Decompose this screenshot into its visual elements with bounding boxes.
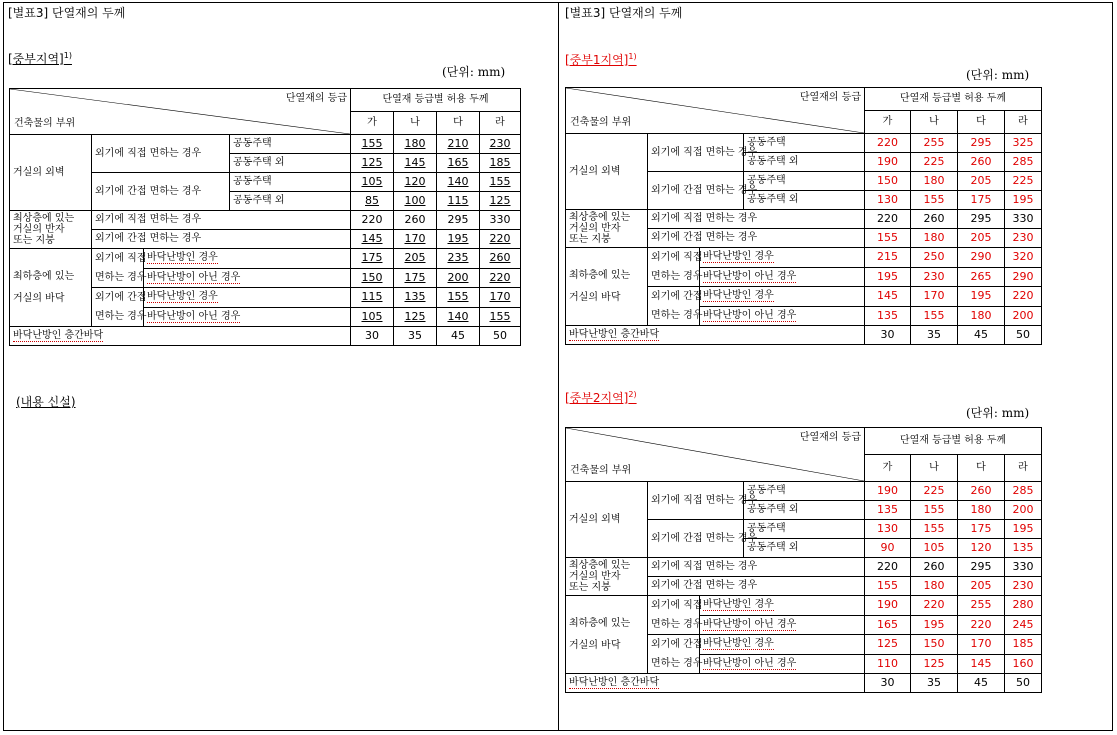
- value-wall-i-apt-1: 180: [911, 172, 958, 191]
- left-unit: (단위: mm): [442, 65, 506, 79]
- value-floor-d-h-1: 250: [911, 248, 958, 268]
- table-row: [566, 326, 1042, 345]
- left-note: (내용 신설): [16, 395, 76, 409]
- table-row: [566, 482, 1042, 501]
- value-floor-i-n-1: 155: [911, 306, 958, 326]
- value-floor-i-n-2: 145: [958, 654, 1005, 674]
- value-wall-d-non-2: 180: [958, 501, 1005, 520]
- value-floor-i-n-1: 125: [911, 654, 958, 674]
- value-roof-d-1: 260: [911, 210, 958, 229]
- value-wall-d-non-2: 165: [437, 154, 480, 173]
- floor-indirect-label: 외기에 간접 면하는 경우: [648, 287, 700, 326]
- value-inter-2: 45: [958, 674, 1005, 693]
- grade-0: 가: [351, 112, 394, 135]
- value-inter-3: 50: [1005, 326, 1042, 345]
- grade-1: 나: [394, 112, 437, 135]
- roof-label: 최상층에 있는 거실의 반자 또는 지붕: [566, 558, 648, 596]
- value-wall-i-apt-3: 195: [1005, 520, 1042, 539]
- value-inter-0: 30: [865, 674, 911, 693]
- value-wall-i-non-3: 125: [480, 192, 521, 211]
- grade-1: 나: [911, 111, 958, 134]
- value-wall-i-non-0: 130: [865, 191, 911, 210]
- value-wall-d-non-2: 260: [958, 153, 1005, 172]
- table-row: [10, 249, 521, 269]
- non-heated-label: 바닥난방이 아닌 경우: [144, 268, 351, 288]
- wall-direct-label: 외기에 직접 면하는 경우: [648, 134, 744, 172]
- non-heated-label: 바닥난방이 아닌 경우: [700, 654, 865, 674]
- apt-label: 공동주택: [744, 134, 865, 153]
- value-wall-i-apt-3: 225: [1005, 172, 1042, 191]
- wall-direct-label: 외기에 직접 면하는 경우: [648, 482, 744, 520]
- left-section-title: [중부지역]$^{1)}$: [8, 51, 72, 66]
- value-floor-i-h-3: 220: [1005, 287, 1042, 307]
- diag-bottom-label: 건축물의 부위: [14, 118, 76, 129]
- value-floor-d-h-3: 280: [1005, 596, 1042, 616]
- wall-direct-label: 외기에 직접 면하는 경우: [92, 135, 230, 173]
- right-thickness-table-1: [565, 87, 1042, 345]
- value-floor-i-h-1: 170: [911, 287, 958, 307]
- roof-indirect-label: 외기에 간접 면하는 경우: [648, 577, 865, 596]
- table-header-row: [566, 428, 1042, 455]
- non-heated-label: 바닥난방이 아닌 경우: [700, 306, 865, 326]
- value-wall-i-non-3: 135: [1005, 539, 1042, 558]
- value-floor-i-h-2: 170: [958, 635, 1005, 655]
- value-wall-d-apt-2: 295: [958, 134, 1005, 153]
- value-floor-d-h-2: 290: [958, 248, 1005, 268]
- wall-indirect-label: 외기에 간접 면하는 경우: [648, 172, 744, 210]
- value-floor-i-n-3: 200: [1005, 306, 1042, 326]
- value-wall-d-apt-3: 285: [1005, 482, 1042, 501]
- non-apt-label: 공동주택 외: [230, 154, 351, 173]
- grade-2: 다: [437, 112, 480, 135]
- roof-direct-label: 외기에 직접 면하는 경우: [92, 211, 351, 230]
- value-floor-d-n-3: 245: [1005, 615, 1042, 635]
- value-wall-i-non-0: 90: [865, 539, 911, 558]
- diagonal-header-cell: [566, 428, 865, 482]
- value-floor-d-n-3: 220: [480, 268, 521, 288]
- value-wall-d-apt-3: 230: [480, 135, 521, 154]
- inter-floor-label: 바닥난방인 층간바닥: [566, 326, 865, 345]
- floor-label: 최하층에 있는 거실의 바닥: [10, 249, 92, 327]
- grade-3: 라: [1005, 111, 1042, 134]
- apt-label: 공동주택: [744, 172, 865, 191]
- value-roof-i-3: 230: [1005, 577, 1042, 596]
- table-row: [566, 134, 1042, 153]
- non-apt-label: 공동주택 외: [230, 192, 351, 211]
- value-floor-i-n-1: 125: [394, 307, 437, 327]
- value-floor-d-h-0: 190: [865, 596, 911, 616]
- value-wall-i-apt-0: 105: [351, 173, 394, 192]
- value-roof-d-2: 295: [958, 210, 1005, 229]
- value-roof-d-0: 220: [865, 558, 911, 577]
- wall-label: 거실의 외벽: [10, 135, 92, 211]
- value-wall-d-non-3: 185: [480, 154, 521, 173]
- value-roof-i-2: 195: [437, 230, 480, 249]
- value-floor-i-n-3: 155: [480, 307, 521, 327]
- grade-2: 다: [958, 455, 1005, 482]
- diag-top-label: 단열재의 등급: [799, 92, 861, 103]
- value-roof-d-0: 220: [865, 210, 911, 229]
- table-row: [566, 210, 1042, 229]
- value-floor-d-n-2: 220: [958, 615, 1005, 635]
- value-floor-d-h-2: 235: [437, 249, 480, 269]
- non-heated-label: 바닥난방이 아닌 경우: [700, 267, 865, 287]
- grade-header: 단열재 등급별 허용 두께: [865, 88, 1042, 111]
- grade-header: 단열재 등급별 허용 두께: [865, 428, 1042, 455]
- floor-indirect-label: 외기에 간접 면하는 경우: [92, 288, 144, 327]
- value-wall-d-apt-3: 325: [1005, 134, 1042, 153]
- value-floor-d-h-3: 320: [1005, 248, 1042, 268]
- value-floor-d-n-3: 290: [1005, 267, 1042, 287]
- value-roof-i-1: 170: [394, 230, 437, 249]
- value-inter-0: 30: [865, 326, 911, 345]
- value-floor-i-h-3: 185: [1005, 635, 1042, 655]
- non-apt-label: 공동주택 외: [744, 153, 865, 172]
- floor-direct-label: 외기에 직접 면하는 경우: [92, 249, 144, 288]
- value-wall-d-non-3: 285: [1005, 153, 1042, 172]
- apt-label: 공동주택: [744, 482, 865, 501]
- value-roof-d-2: 295: [437, 211, 480, 230]
- right-header: [별표3] 단열재의 두께: [565, 6, 683, 20]
- value-wall-i-non-2: 115: [437, 192, 480, 211]
- non-apt-label: 공동주택 외: [744, 539, 865, 558]
- grade-0: 가: [865, 111, 911, 134]
- value-inter-2: 45: [958, 326, 1005, 345]
- value-wall-i-apt-1: 120: [394, 173, 437, 192]
- left-header: [별표3] 단열재의 두께: [8, 6, 126, 20]
- value-floor-d-h-0: 175: [351, 249, 394, 269]
- apt-label: 공동주택: [230, 135, 351, 154]
- value-floor-d-h-0: 215: [865, 248, 911, 268]
- value-floor-d-n-1: 230: [911, 267, 958, 287]
- heated-label: 바닥난방인 경우: [700, 596, 865, 616]
- wall-label: 거실의 외벽: [566, 134, 648, 210]
- value-wall-d-apt-0: 155: [351, 135, 394, 154]
- diagonal-header-cell: [10, 89, 351, 135]
- value-floor-i-h-2: 195: [958, 287, 1005, 307]
- value-wall-d-apt-0: 190: [865, 482, 911, 501]
- value-floor-i-n-3: 160: [1005, 654, 1042, 674]
- value-floor-d-n-0: 150: [351, 268, 394, 288]
- right-section2-title: [중부2지역]$^{2)}$: [565, 390, 637, 405]
- inter-floor-label: 바닥난방인 층간바닥: [10, 327, 351, 346]
- value-roof-i-0: 155: [865, 577, 911, 596]
- non-apt-label: 공동주택 외: [744, 501, 865, 520]
- value-floor-d-h-1: 220: [911, 596, 958, 616]
- floor-label: 최하층에 있는 거실의 바닥: [566, 596, 648, 674]
- grade-3: 라: [1005, 455, 1042, 482]
- diag-bottom-label: 건축물의 부위: [570, 465, 632, 476]
- value-floor-i-h-0: 115: [351, 288, 394, 308]
- value-roof-i-3: 230: [1005, 229, 1042, 248]
- value-inter-3: 50: [1005, 674, 1042, 693]
- value-roof-d-3: 330: [480, 211, 521, 230]
- apt-label: 공동주택: [230, 173, 351, 192]
- value-floor-d-h-2: 255: [958, 596, 1005, 616]
- value-roof-d-3: 330: [1005, 210, 1042, 229]
- right-unit-2: (단위: mm): [966, 406, 1030, 420]
- right-thickness-table-2: [565, 427, 1042, 693]
- right-section1-title: [중부1지역]$^{1)}$: [565, 52, 637, 67]
- wall-indirect-label: 외기에 간접 면하는 경우: [648, 520, 744, 558]
- value-wall-i-non-2: 175: [958, 191, 1005, 210]
- value-wall-d-apt-2: 260: [958, 482, 1005, 501]
- value-wall-d-apt-1: 180: [394, 135, 437, 154]
- value-inter-1: 35: [911, 326, 958, 345]
- value-wall-i-apt-0: 150: [865, 172, 911, 191]
- value-floor-i-h-1: 150: [911, 635, 958, 655]
- value-floor-i-n-2: 140: [437, 307, 480, 327]
- value-floor-d-n-0: 165: [865, 615, 911, 635]
- value-wall-d-apt-1: 225: [911, 482, 958, 501]
- value-wall-d-non-1: 155: [911, 501, 958, 520]
- value-wall-i-apt-3: 155: [480, 173, 521, 192]
- roof-direct-label: 외기에 직접 면하는 경우: [648, 558, 865, 577]
- value-wall-i-apt-2: 205: [958, 172, 1005, 191]
- apt-label: 공동주택: [744, 520, 865, 539]
- floor-direct-label: 외기에 직접 면하는 경우: [648, 596, 700, 635]
- value-floor-i-n-2: 180: [958, 306, 1005, 326]
- table-header-row: [566, 88, 1042, 111]
- value-wall-d-non-0: 190: [865, 153, 911, 172]
- floor-direct-label: 외기에 직접 면하는 경우: [648, 248, 700, 287]
- value-floor-i-h-0: 125: [865, 635, 911, 655]
- value-floor-d-n-0: 195: [865, 267, 911, 287]
- value-wall-d-apt-1: 255: [911, 134, 958, 153]
- value-wall-d-non-1: 145: [394, 154, 437, 173]
- value-roof-d-3: 330: [1005, 558, 1042, 577]
- value-roof-d-0: 220: [351, 211, 394, 230]
- value-floor-d-n-2: 200: [437, 268, 480, 288]
- value-wall-i-non-2: 120: [958, 539, 1005, 558]
- wall-label: 거실의 외벽: [566, 482, 648, 558]
- diag-top-label: 단열재의 등급: [285, 93, 347, 104]
- value-roof-i-1: 180: [911, 577, 958, 596]
- value-roof-d-1: 260: [911, 558, 958, 577]
- value-wall-i-non-3: 195: [1005, 191, 1042, 210]
- value-wall-d-non-3: 200: [1005, 501, 1042, 520]
- roof-indirect-label: 외기에 간접 면하는 경우: [92, 230, 351, 249]
- value-wall-d-non-0: 125: [351, 154, 394, 173]
- value-floor-i-h-2: 155: [437, 288, 480, 308]
- non-heated-label: 바닥난방이 아닌 경우: [144, 307, 351, 327]
- value-roof-i-1: 180: [911, 229, 958, 248]
- roof-direct-label: 외기에 직접 면하는 경우: [648, 210, 865, 229]
- value-roof-d-2: 295: [958, 558, 1005, 577]
- value-wall-i-non-1: 100: [394, 192, 437, 211]
- table-row: [566, 674, 1042, 693]
- value-floor-d-n-2: 265: [958, 267, 1005, 287]
- value-wall-d-non-0: 135: [865, 501, 911, 520]
- value-floor-i-h-0: 145: [865, 287, 911, 307]
- value-roof-i-0: 155: [865, 229, 911, 248]
- value-roof-i-2: 205: [958, 229, 1005, 248]
- value-floor-d-h-1: 205: [394, 249, 437, 269]
- value-floor-d-n-1: 195: [911, 615, 958, 635]
- value-roof-i-0: 145: [351, 230, 394, 249]
- roof-label: 최상층에 있는 거실의 반자 또는 지붕: [566, 210, 648, 248]
- heated-label: 바닥난방인 경우: [144, 249, 351, 269]
- value-floor-d-n-1: 175: [394, 268, 437, 288]
- heated-label: 바닥난방인 경우: [700, 287, 865, 307]
- left-thickness-table: [9, 88, 521, 346]
- grade-1: 나: [911, 455, 958, 482]
- grade-header: 단열재 등급별 허용 두께: [351, 89, 521, 112]
- value-wall-i-apt-1: 155: [911, 520, 958, 539]
- table-header-row: [10, 89, 521, 112]
- value-wall-i-non-1: 105: [911, 539, 958, 558]
- value-wall-i-non-1: 155: [911, 191, 958, 210]
- value-floor-i-n-0: 135: [865, 306, 911, 326]
- value-inter-3: 50: [480, 327, 521, 346]
- value-wall-d-apt-2: 210: [437, 135, 480, 154]
- non-heated-label: 바닥난방이 아닌 경우: [700, 615, 865, 635]
- value-floor-i-n-0: 110: [865, 654, 911, 674]
- table-row: [10, 327, 521, 346]
- roof-indirect-label: 외기에 간접 면하는 경우: [648, 229, 865, 248]
- value-floor-i-h-3: 170: [480, 288, 521, 308]
- value-inter-0: 30: [351, 327, 394, 346]
- column-divider: [558, 2, 559, 731]
- value-roof-d-1: 260: [394, 211, 437, 230]
- diag-bottom-label: 건축물의 부위: [570, 117, 632, 128]
- table-row: [566, 596, 1042, 616]
- value-roof-i-2: 205: [958, 577, 1005, 596]
- value-wall-i-apt-0: 130: [865, 520, 911, 539]
- wall-indirect-label: 외기에 간접 면하는 경우: [92, 173, 230, 211]
- value-floor-i-n-0: 105: [351, 307, 394, 327]
- value-wall-d-non-1: 225: [911, 153, 958, 172]
- value-wall-d-apt-0: 220: [865, 134, 911, 153]
- value-inter-1: 35: [911, 674, 958, 693]
- table-row: [10, 135, 521, 154]
- right-unit-1: (단위: mm): [966, 68, 1030, 82]
- table-row: [10, 211, 521, 230]
- grade-2: 다: [958, 111, 1005, 134]
- heated-label: 바닥난방인 경우: [700, 248, 865, 268]
- heated-label: 바닥난방인 경우: [700, 635, 865, 655]
- value-roof-i-3: 220: [480, 230, 521, 249]
- value-wall-i-apt-2: 175: [958, 520, 1005, 539]
- value-wall-i-apt-2: 140: [437, 173, 480, 192]
- non-apt-label: 공동주택 외: [744, 191, 865, 210]
- grade-0: 가: [865, 455, 911, 482]
- table-row: [566, 558, 1042, 577]
- value-inter-2: 45: [437, 327, 480, 346]
- table-row: [566, 248, 1042, 268]
- diagonal-header-cell: [566, 88, 865, 134]
- floor-indirect-label: 외기에 간접 면하는 경우: [648, 635, 700, 674]
- diag-top-label: 단열재의 등급: [799, 432, 861, 443]
- floor-label: 최하층에 있는 거실의 바닥: [566, 248, 648, 326]
- value-floor-d-h-3: 260: [480, 249, 521, 269]
- value-inter-1: 35: [394, 327, 437, 346]
- heated-label: 바닥난방인 경우: [144, 288, 351, 308]
- grade-3: 라: [480, 112, 521, 135]
- inter-floor-label: 바닥난방인 층간바닥: [566, 674, 865, 693]
- value-floor-i-h-1: 135: [394, 288, 437, 308]
- roof-label: 최상층에 있는 거실의 반자 또는 지붕: [10, 211, 92, 249]
- value-wall-i-non-0: 85: [351, 192, 394, 211]
